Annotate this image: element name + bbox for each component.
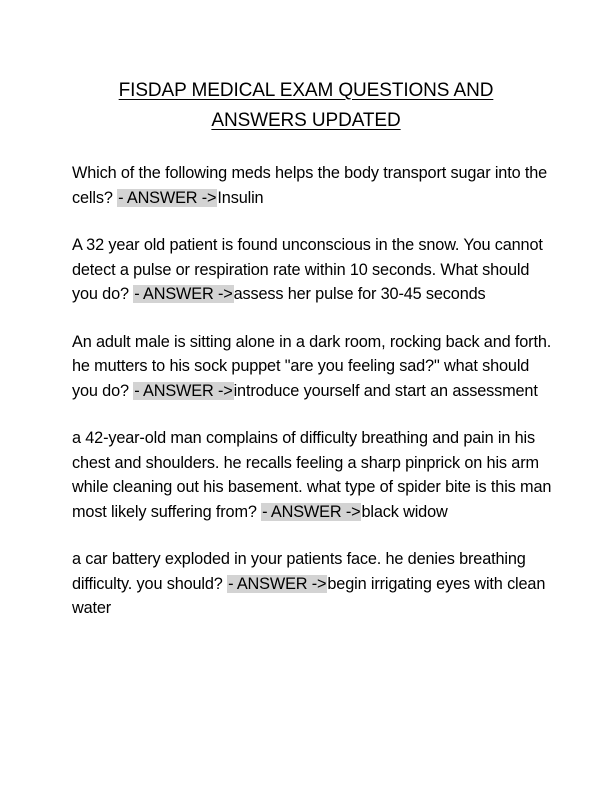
- answer-marker: - ANSWER ->: [134, 285, 233, 303]
- answer-marker: - ANSWER ->: [118, 188, 217, 207]
- answer-text: introduce yourself and start an assessment: [233, 381, 538, 400]
- answer-text: black widow: [361, 502, 448, 521]
- answer-text: begin irrigating eyes with clean water: [72, 574, 546, 617]
- question-text: a car battery exploded in your patients face. he denies breathing difficulty. you should?: [72, 550, 526, 593]
- qa-list: [72, 161, 552, 644]
- answer-text: assess her pulse for 30-45 seconds: [233, 285, 486, 303]
- qa-item-2: [72, 233, 552, 307]
- answer-marker: - ANSWER ->: [228, 574, 327, 593]
- question-text: a 42-year-old man complains of difficulty breathing and pain in his chest and shoulders. he recalls feeling a sharp pinprick on his arm while cleaning out his basement. what type of spider bite is this man most likely suffering from?: [72, 429, 552, 521]
- qa-item-3: [72, 330, 552, 404]
- question-text: An adult male is sitting alone in a dark room, rocking back and forth. he mutters to his sock puppet "are you feeling sad?" what should you do?: [72, 332, 552, 400]
- answer-marker: - ANSWER ->: [134, 381, 233, 400]
- title-line-2: ANSWERS UPDATED: [211, 110, 401, 131]
- answer-marker: - ANSWER ->: [262, 502, 361, 521]
- question-text: A 32 year old patient is found unconscious in the snow. You cannot detect a pulse or respiration rate within 10 seconds. What should you do?: [72, 236, 543, 303]
- question-text: Which of the following meds helps the body transport sugar into the cells?: [72, 164, 548, 207]
- document-title: [60, 76, 552, 136]
- qa-item-4: [72, 426, 552, 524]
- qa-item-5: [72, 547, 552, 621]
- answer-text: Insulin: [217, 188, 264, 207]
- qa-item-1: [72, 161, 552, 210]
- title-line-1: FISDAP MEDICAL EXAM QUESTIONS AND: [118, 80, 494, 101]
